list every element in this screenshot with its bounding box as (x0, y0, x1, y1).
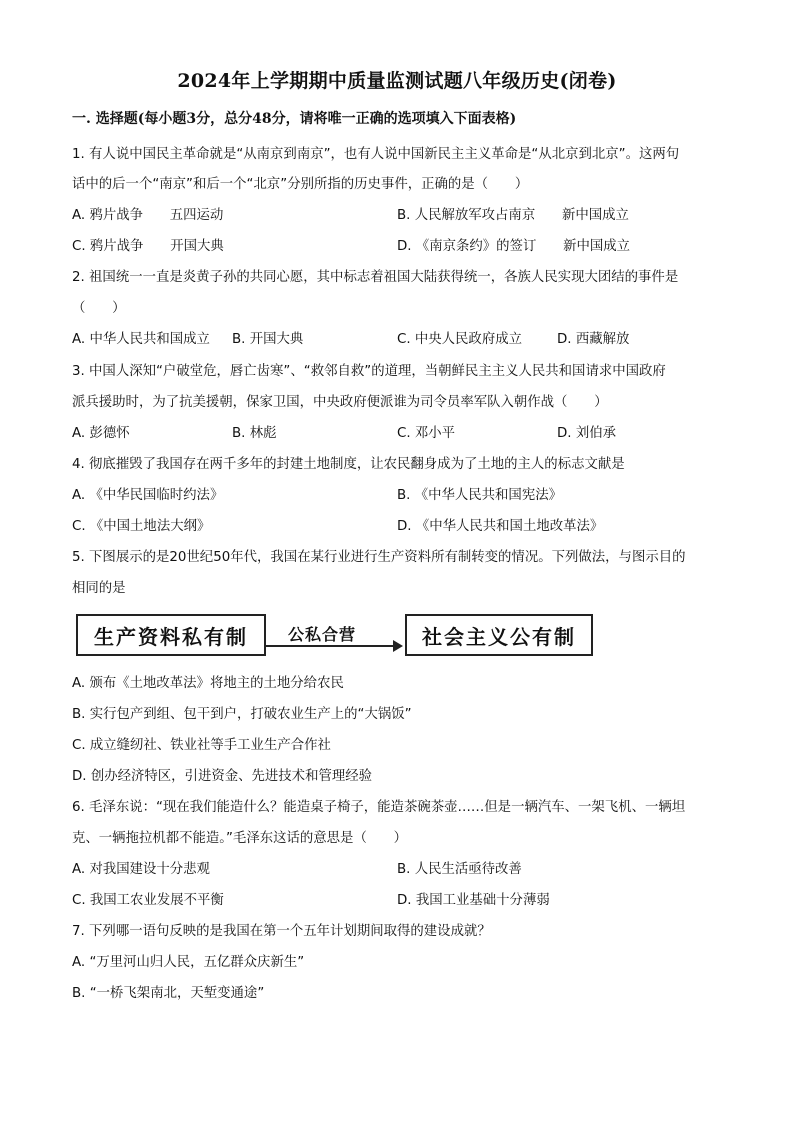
question-3-text-cont: 派兵援助时，为了抗美援朝，保家卫国，中央政府便派谁为司令员率军队入朝作战（ ） (72, 395, 608, 410)
figure-private-ownership-box: 生产资料私有制 (76, 614, 266, 656)
question-5-option-c: C. 成立缝纫社、铁业社等手工业生产合作社 (72, 738, 331, 753)
question-6-option-b: B. 人民生活亟待改善 (397, 862, 522, 877)
question-6-text-cont: 克、一辆拖拉机都不能造。”毛泽东这话的意思是（ ） (72, 831, 408, 846)
question-1-option-b: B. 人民解放军攻占南京 新中国成立 (397, 208, 629, 223)
exam-title: 2024年上学期期中质量监测试题八年级历史(闭卷) (177, 70, 617, 92)
section-heading: 一. 选择题(每小题3分，总分48分，请将唯一正确的选项填入下面表格) (72, 111, 517, 127)
question-5-text: 5. 下图展示的是20世纪50年代，我国在某行业进行生产资料所有制转变的情况。下列做法，与图示目的 (72, 550, 686, 565)
question-2-option-b: B. 开国大典 (232, 332, 304, 347)
question-1-option-a: A. 鸦片战争 五四运动 (72, 208, 224, 223)
question-5-option-a: A. 颁布《土地改革法》将地主的土地分给农民 (72, 676, 344, 691)
question-4-option-a: A. 《中华民国临时约法》 (72, 488, 224, 503)
question-2-option-c: C. 中央人民政府成立 (397, 332, 522, 347)
question-3-option-c: C. 邓小平 (397, 426, 456, 441)
question-6-text: 6. 毛泽东说：“现在我们能造什么？能造桌子椅子，能造茶碗茶壶……但是一辆汽车、一架飞机、一辆坦 (72, 800, 686, 815)
question-1-text-cont: 话中的后一个“南京”和后一个“北京”分别所指的历史事件，正确的是（ ） (72, 177, 529, 192)
question-4-option-c: C. 《中国土地法大纲》 (72, 519, 211, 534)
question-6-option-d: D. 我国工业基础十分薄弱 (397, 893, 550, 908)
question-3-option-b: B. 林彪 (232, 426, 277, 441)
question-4-option-b: B. 《中华人民共和国宪法》 (397, 488, 562, 503)
figure-arrow-line (266, 645, 394, 647)
question-1-option-c: C. 鸦片战争 开国大典 (72, 239, 224, 254)
question-7-option-b: B. “一桥飞架南北，天堑变通途” (72, 986, 265, 1001)
question-3-option-a: A. 彭德怀 (72, 426, 130, 441)
question-6-option-a: A. 对我国建设十分悲观 (72, 862, 210, 877)
question-5-option-d: D. 创办经济特区，引进资金、先进技术和管理经验 (72, 769, 373, 784)
question-3-text: 3. 中国人深知“户破堂危，唇亡齿寒”、“救邻自救”的道理，当朝鲜民主主义人民共和国请求中国政府 (72, 364, 666, 379)
question-7-option-a: A. “万里河山归人民，五亿群众庆新生” (72, 955, 305, 970)
question-4-option-d: D. 《中华人民共和国土地改革法》 (397, 519, 604, 534)
question-7-text: 7. 下列哪一语句反映的是我国在第一个五年计划期间取得的建设成就？ (72, 924, 491, 939)
question-2-option-a: A. 中华人民共和国成立 (72, 332, 210, 347)
question-5-text-cont: 相同的是 (72, 581, 126, 596)
question-2-option-d: D. 西藏解放 (557, 332, 630, 347)
question-6-option-c: C. 我国工农业发展不平衡 (72, 893, 224, 908)
figure-public-ownership-box: 社会主义公有制 (405, 614, 593, 656)
question-2-text: 2. 祖国统一一直是炎黄子孙的共同心愿，其中标志着祖国大陆获得统一，各族人民实现大团结的事件是 (72, 270, 679, 285)
question-3-option-d: D. 刘伯承 (557, 426, 616, 441)
question-4-text: 4. 彻底摧毁了我国存在两千多年的封建土地制度，让农民翻身成为了土地的主人的标志文献是 (72, 457, 625, 472)
question-2-text-cont: （ ） (72, 301, 126, 316)
figure-arrow-label: 公私合营 (288, 625, 357, 644)
figure-arrow-head-icon (393, 640, 403, 652)
question-1-text: 1. 有人说中国民主革命就是“从南京到南京”，也有人说中国新民主主义革命是“从北京到北京”。这两句 (72, 147, 680, 162)
question-5-option-b: B. 实行包产到组、包干到户，打破农业生产上的“大锅饭” (72, 707, 412, 722)
question-1-option-d: D. 《南京条约》的签订 新中国成立 (397, 239, 631, 254)
